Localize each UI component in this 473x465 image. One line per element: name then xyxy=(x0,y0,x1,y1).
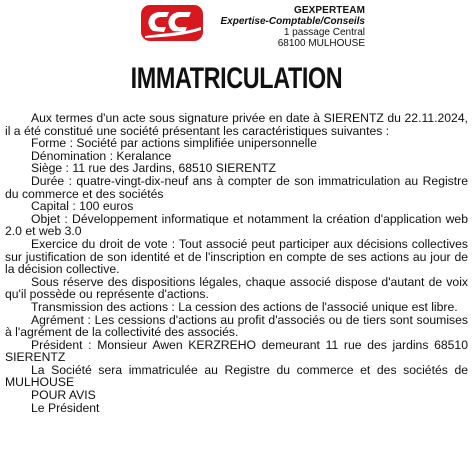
paragraph-siege: Siège : 11 rue des Jardins, 68510 SIERENTZ xyxy=(31,161,277,176)
paragraph-immatriculation: La Société sera immatriculée au Registre du commerce et des sociétés de MULHOUSE xyxy=(5,362,468,390)
firm-address-line2: 68100 MULHOUSE xyxy=(277,38,365,49)
header xyxy=(0,0,473,56)
firm-name: GEXPERTEAM xyxy=(293,5,365,16)
paragraph-forme: Forme : Société par actions simplifiée unipersonnelle xyxy=(31,136,317,151)
paragraph-president: Président : Monsieur Awen KERZREHO demeurant 11 rue des jardins 68510 SIERENTZ xyxy=(5,337,468,365)
paragraph-transmission: Transmission des actions : La cession des actions de l'associé unique est libre. xyxy=(31,299,458,314)
paragraph-pour-avis: POUR AVIS xyxy=(31,388,96,403)
firm-address-line1: 1 passage Central xyxy=(283,27,365,38)
page-title: IMMATRICULATION xyxy=(130,62,343,95)
firm-block xyxy=(221,5,365,49)
paragraph-denomination: Dénomination : Keralance xyxy=(31,148,172,163)
paragraph-duree: Durée : quatre-vingt-dix-neuf ans à compter de son immatriculation au Registre du commerce et des sociétés xyxy=(5,173,468,201)
paragraph-vote: Exercice du droit de vote : Tout associé peut participer aux décisions collectives sur justification de son identité et de l'inscription en compte de ses actions au jour de la décision collective. xyxy=(5,236,468,277)
paragraph-intro: Aux termes d'un acte sous signature privée en date à SIERENTZ du 22.11.2024, il a été constitué une société présentant les caractéristiques suivantes : xyxy=(5,111,468,138)
gexperteam-logo xyxy=(139,3,205,43)
notice-body xyxy=(5,112,468,414)
paragraph-signature: Le Président xyxy=(31,400,100,415)
paragraph-capital: Capital : 100 euros xyxy=(31,199,134,214)
firm-subtitle: Expertise-Comptable/Conseils xyxy=(220,16,365,27)
paragraph-voix: Sous réserve des dispositions légales, chaque associé dispose d'autant de voix qu'il possède ou représente d'actions. xyxy=(5,274,468,302)
paragraph-agrement: Agrément : Les cessions d'actions au profit d'associés ou de tiers sont soumises à l'agrément de la collectivité des associés. xyxy=(5,312,468,340)
paragraph-objet: Objet : Développement informatique et notamment la création d'application web 2.0 et web 3.0 xyxy=(5,211,468,239)
